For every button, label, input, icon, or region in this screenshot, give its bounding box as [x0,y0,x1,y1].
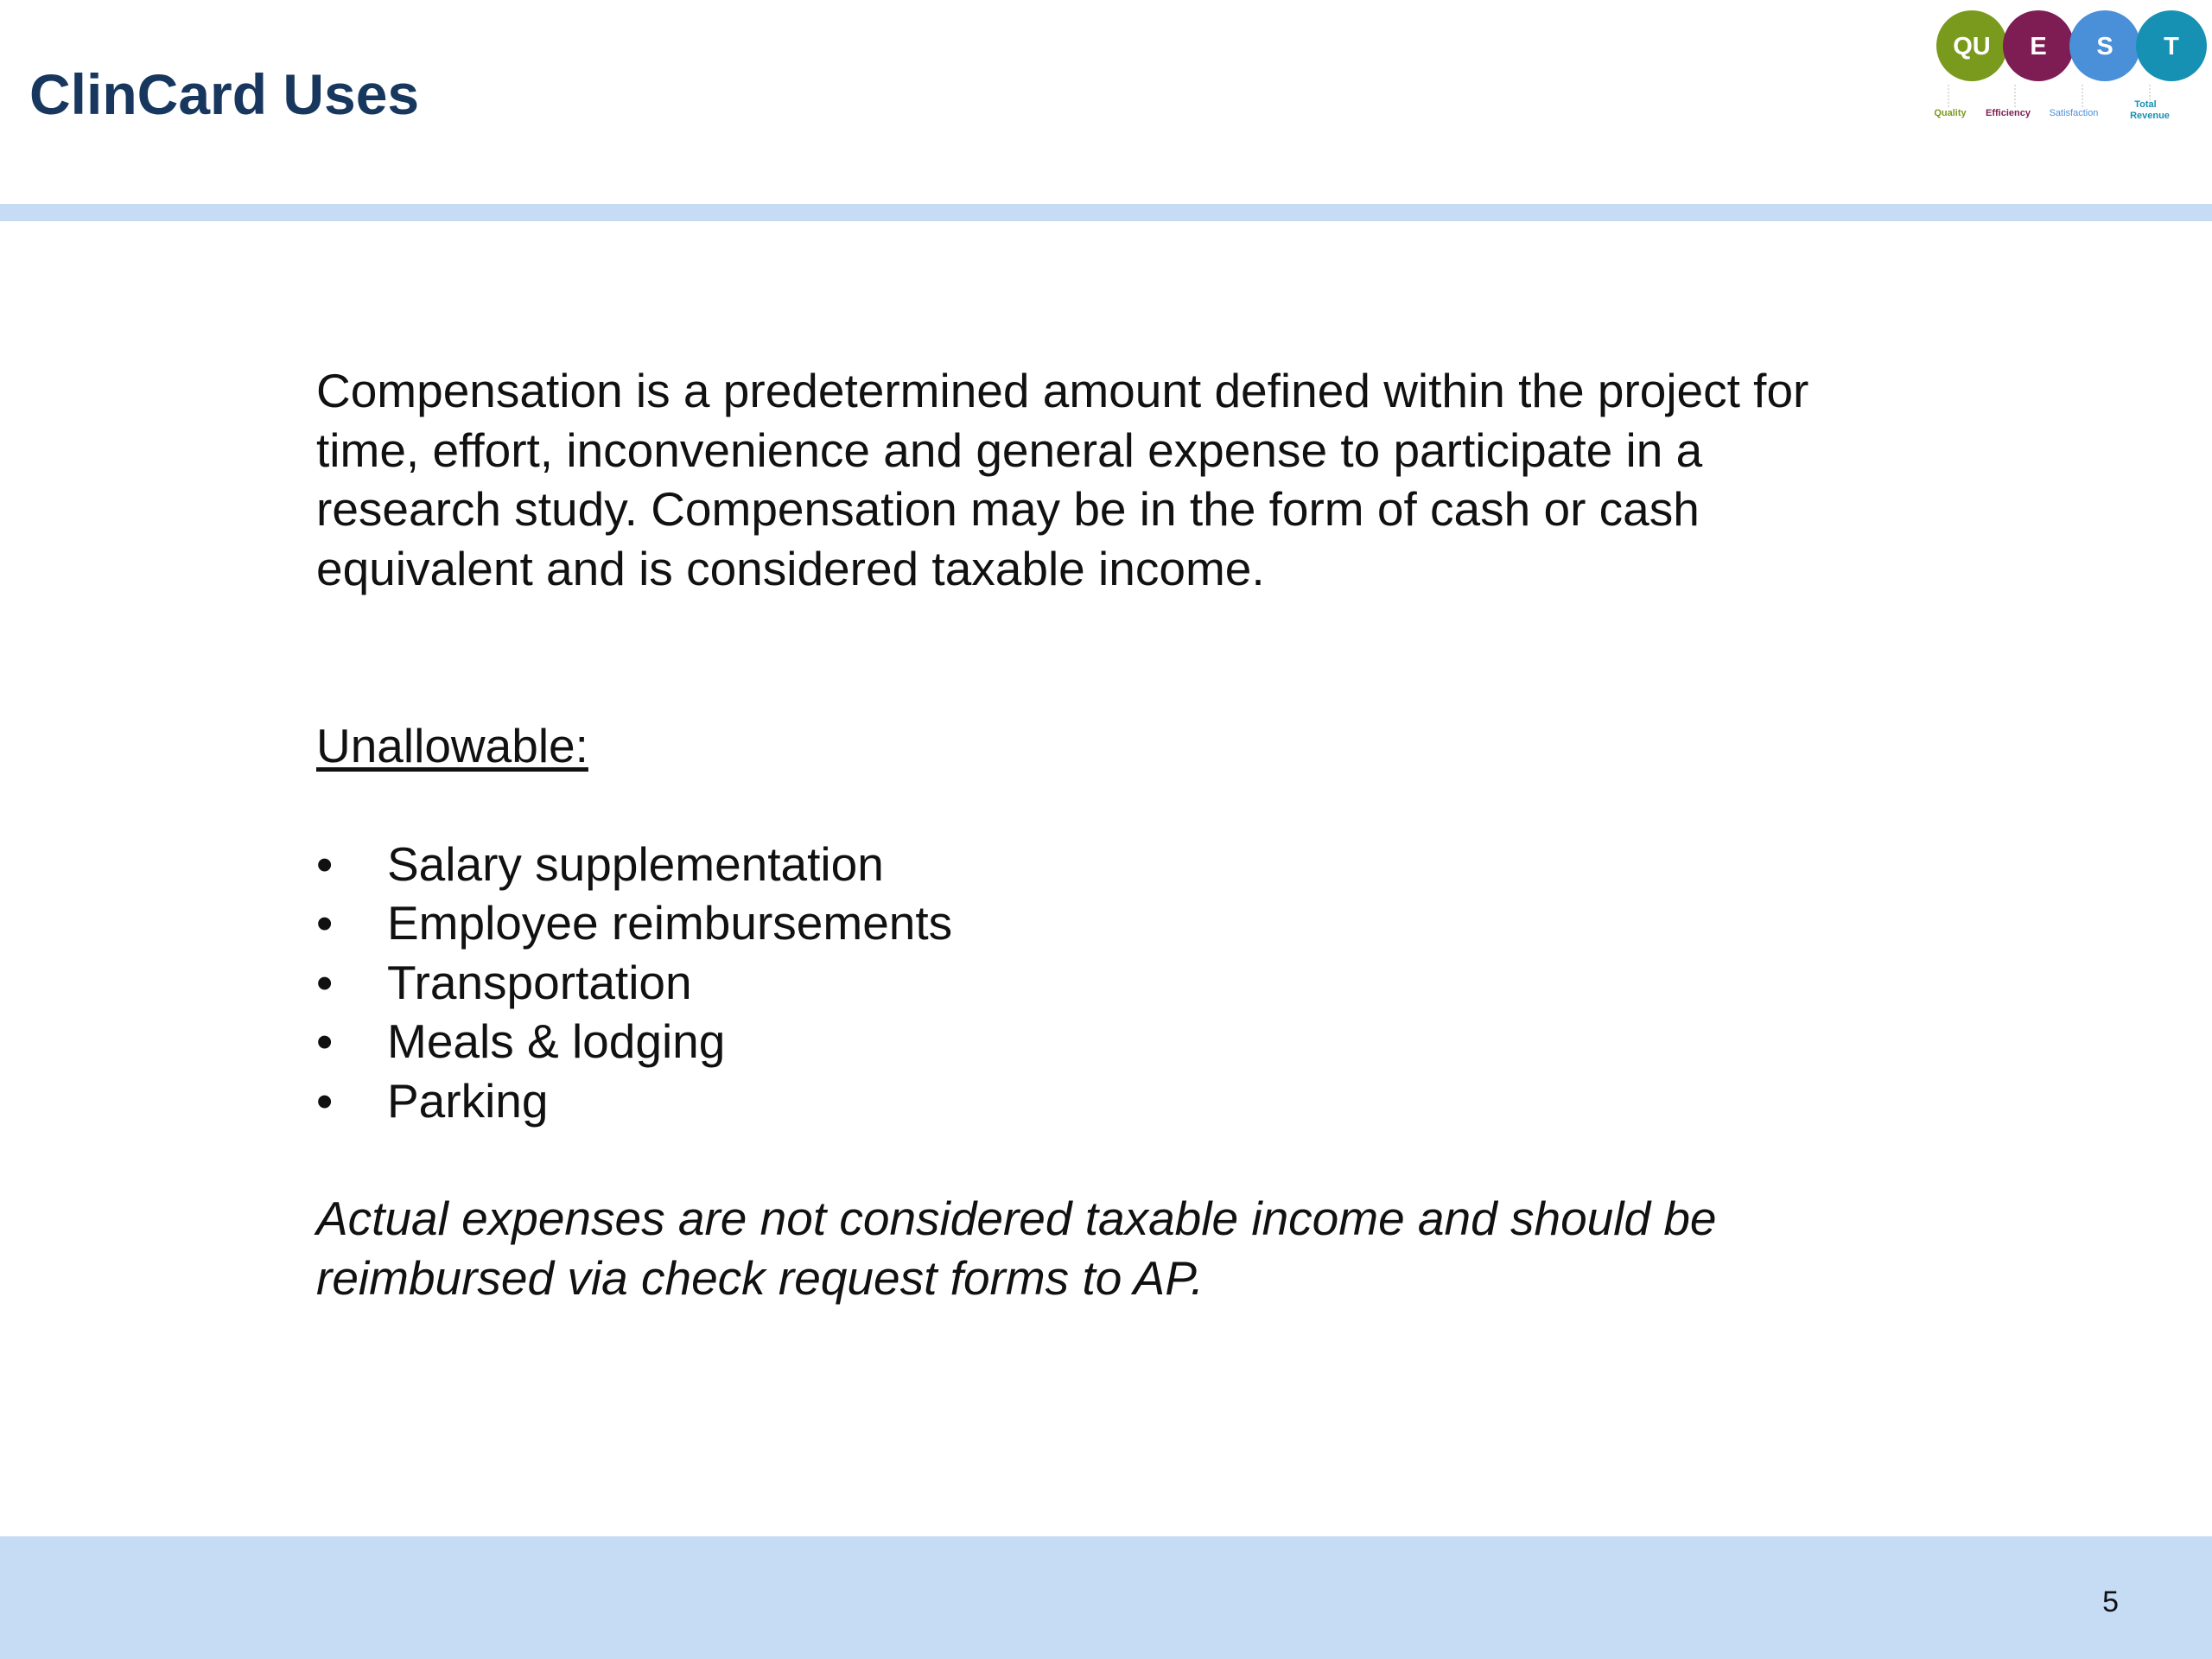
logo-letter-s: S [2096,33,2113,60]
list-item [316,893,1958,953]
logo-caption-quality: Quality [1934,108,1967,118]
bullet-icon: • [316,836,334,891]
intro-paragraph: Compensation is a predetermined amount defined within the project for time, effort, inconvenience and general expense to participate in a research study. Compensation may be in the form of cash or cash equivalent and is considered taxable income. [316,364,1809,595]
quest-logo [1927,7,2212,132]
list-item-text: Salary supplementation [387,836,884,891]
expenses-note: Actual expenses are not considered taxable income and should be reimbursed via check request forms to AP. [316,1192,1717,1305]
logo-letter-t: T [2164,33,2179,60]
quest-logo-graphic [1927,7,2212,132]
footer-band [0,1536,2212,1659]
logo-caption-revenue: Revenue [2130,111,2170,121]
list-item [316,835,1958,894]
list-item [316,953,1958,1013]
list-item [316,1071,1958,1131]
logo-caption-efficiency: Efficiency [1986,108,2031,118]
list-item [316,1012,1958,1071]
logo-letter-e: E [2030,33,2047,60]
logo-caption-satisfaction: Satisfaction [2049,108,2099,118]
list-item-text: Parking [387,1073,549,1128]
header-divider [0,204,2212,221]
slide-body [316,361,1958,1307]
page-number: 5 [2102,1586,2119,1618]
unallowable-list [316,835,1958,1131]
unallowable-heading: Unallowable: [316,719,588,772]
logo-letter-qu: QU [1953,33,1991,60]
slide-title: ClinCard Uses [29,62,420,126]
bullet-icon: • [316,1073,334,1128]
bullet-icon: • [316,955,334,1009]
logo-caption-total: Total [2134,99,2157,110]
list-item-text: Employee reimbursements [387,896,953,950]
bullet-icon: • [316,896,334,950]
bullet-icon: • [316,1014,334,1068]
list-item-text: Meals & lodging [387,1014,726,1068]
list-item-text: Transportation [387,955,692,1009]
